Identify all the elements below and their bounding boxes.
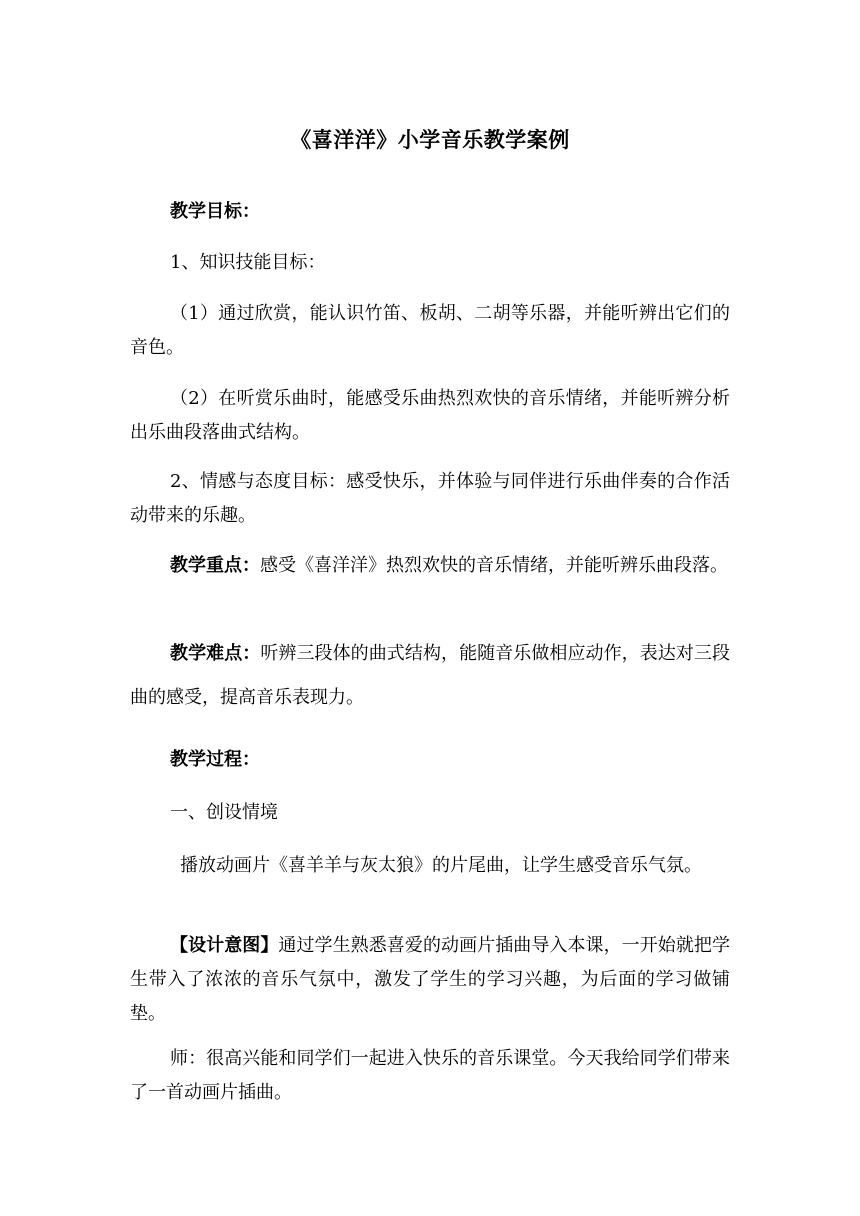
objective-1-1: （1）通过欣赏，能认识竹笛、板胡、二胡等乐器，并能听辨出它们的音色。 <box>130 303 730 358</box>
step-1-text: 播放动画片《喜羊羊与灰太狼》的片尾曲，让学生感受音乐气氛。 <box>180 855 702 876</box>
process-heading: 教学过程： <box>170 749 260 770</box>
difficulty-text: 听辨三段体的曲式结构，能随音乐做相应动作，表达对三段曲的感受，提高音乐表现力。 <box>130 643 731 708</box>
key-point-text: 感受《喜洋洋》热烈欢快的音乐情绪，并能听辨乐曲段落。 <box>260 555 728 576</box>
key-point-label: 教学重点： <box>170 555 260 576</box>
key-point-paragraph <box>130 549 730 583</box>
design-text: 通过学生熟悉喜爱的动画片插曲导入本课，一开始就把学生带入了浓浓的音乐气氛中，激发了学生的学习兴趣，为后面的学习做铺垫。 <box>130 935 731 1024</box>
difficulty-paragraph <box>130 632 730 720</box>
objectives-heading: 教学目标： <box>170 201 260 222</box>
document-title: 《喜洋洋》小学音乐教学案例 <box>290 127 570 152</box>
objective-1-heading: 1、知识技能目标： <box>170 252 326 273</box>
difficulty-label: 教学难点： <box>170 643 261 664</box>
teacher-paragraph: 师：很高兴能和同学们一起进入快乐的音乐课堂。今天我给同学们带来了一首动画片插曲。 <box>130 1048 730 1103</box>
objective-2: 2、情感与态度目标：感受快乐，并体验与同伴进行乐曲伴奏的合作活动带来的乐趣。 <box>130 471 730 526</box>
design-label: 【设计意图】 <box>170 935 279 956</box>
design-paragraph <box>130 929 730 1031</box>
objective-1-2: （2）在听赏乐曲时，能感受乐曲热烈欢快的音乐情绪，并能听辨分析出乐曲段落曲式结构。 <box>130 388 730 443</box>
step-1-heading: 一、创设情境 <box>170 802 278 823</box>
